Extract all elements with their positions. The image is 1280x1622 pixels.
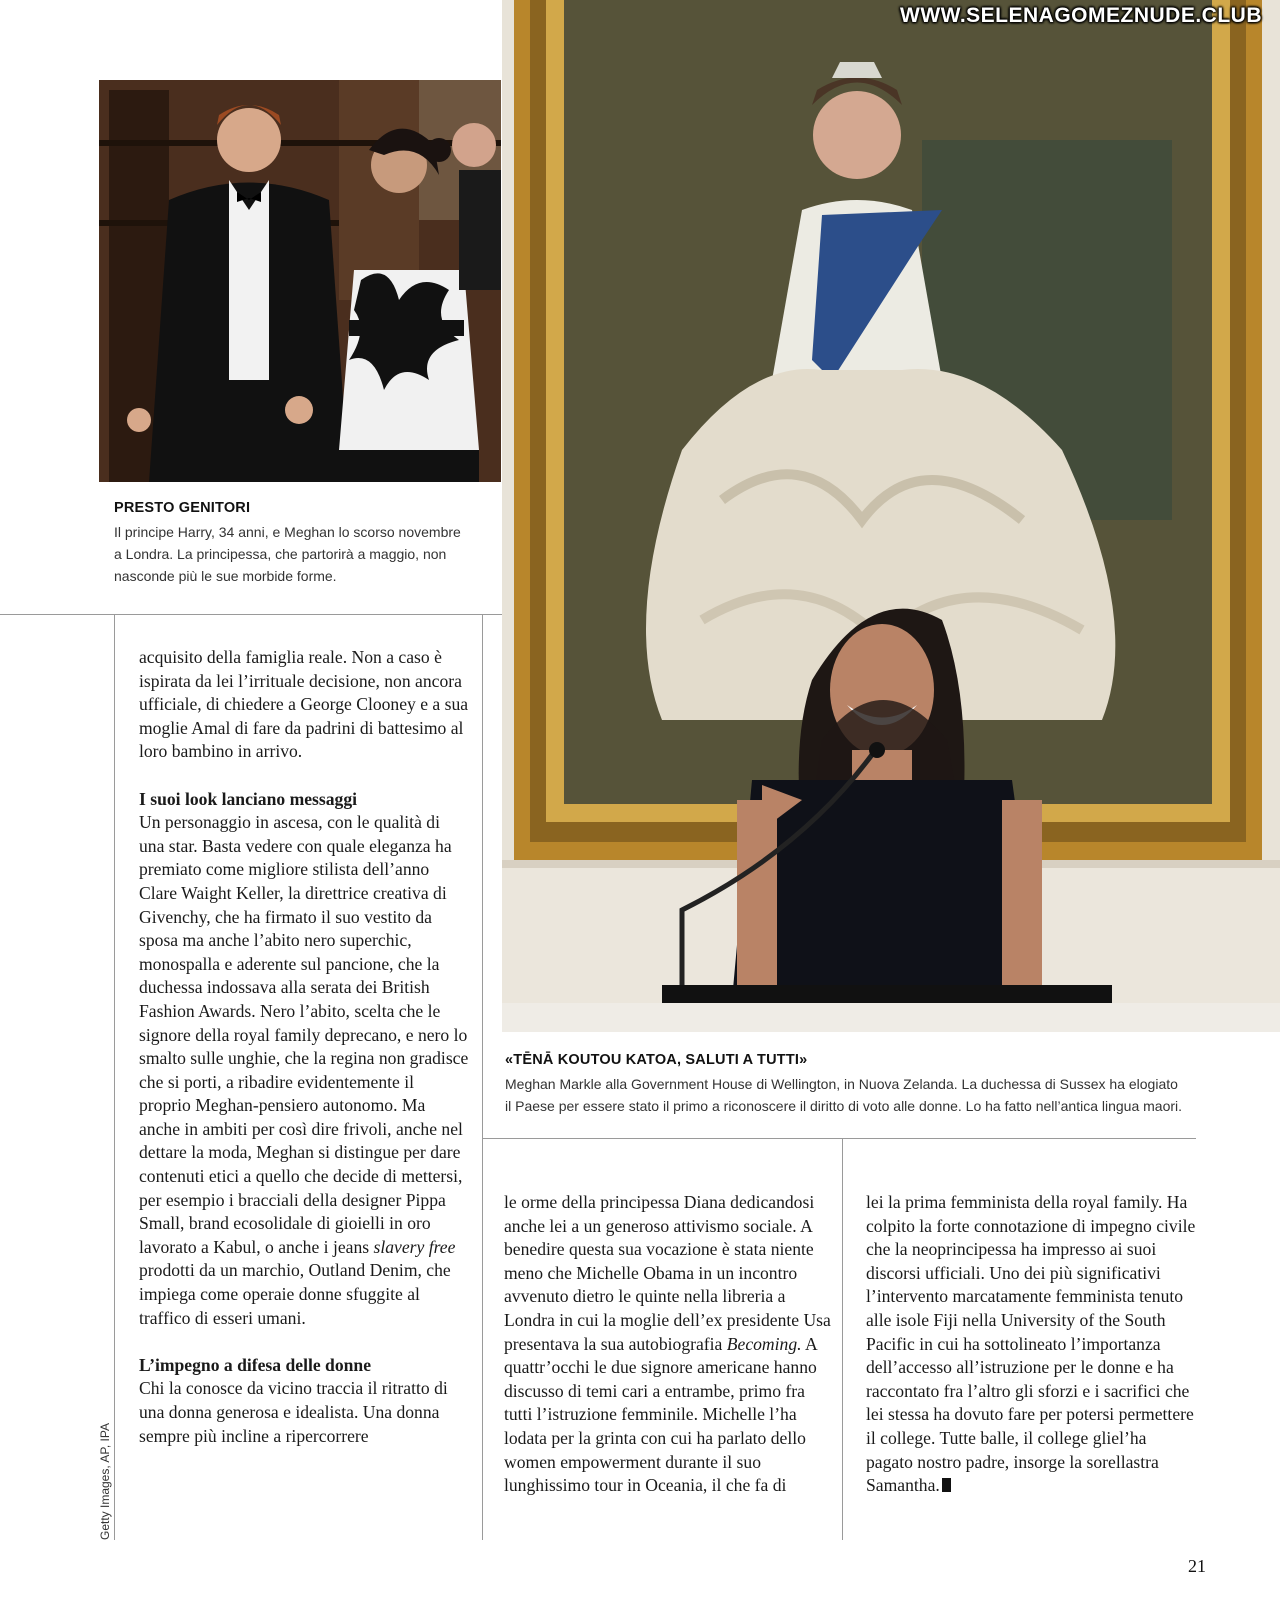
paragraph: Un personaggio in ascesa, con le qualità di una star. Basta vedere con quale eleganza ha premiato come migliore stilista dell’anno Clare Waight Keller, la direttrice creativa di Givenchy, che ha firmato il suo vestito da sposa ma anche l’abito nero superchic, monospalla e aderente sul pancione, che la duchessa indossava alla serata dei British Fashion Awards. Nero l’abito, scelta che le signore della royal family deprecano, e nero lo smalto sulle unghie, che la regina non gradisce che si porti, a ribadire evidentemente il proprio Meghan-pensiero autonomo. Ma anche in ambiti per così dire frivoli, anche nel dettare la moda, Meghan si distingue per dare contenuti etici a quello che decide di mettersi, per esempio i bracciali della designer Pippa Small, brand ecosolidale di gioielli in oro lavorato a Kabul, o anche i jeans slavery free prodotti da un marchio, Outland Denim, che impiega come operaie donne sfuggite al traffico di esseri umani. (139, 812, 469, 1328)
end-of-article-mark (942, 1478, 951, 1492)
paragraph: acquisito della famiglia reale. Non a caso è ispirata da lei l’irrituale decisione, non ancora ufficiale, di chiedere a George Clooney e a sua moglie Amal di fare da padrini di battesimo al loro bambino in arrivo. (139, 647, 469, 762)
section-heading: L’impegno a difesa delle donne (139, 1354, 372, 1375)
paragraph: le orme della principessa Diana dedicandosi anche lei a un generoso attivismo sociale. A benedire questa sua vocazione è stata niente meno che Michelle Obama in un incontro avvenuto dietro le quinte nella libreria a Londra in cui la moglie dell’ex presidente Usa presentava la sua autobiografia Becoming. A quattr’occhi le due signore americane hanno discusso di temi cari a entrambe, primo fra tutti l’istruzione femminile. Michelle l’ha lodata per la grinta con cui ha parlato dello women empowerment durante il suo lunghissimo tour in Oceania, il che fa di (504, 1192, 831, 1496)
photo-harry-meghan-london (99, 80, 501, 482)
caption-line: a Londra. La principessa, che partorirà a maggio, non (114, 546, 447, 562)
caption-line: Meghan Markle alla Government House di Wellington, in Nuova Zelanda. La duchessa di Sussex ha elogiato (505, 1076, 1178, 1092)
caption-text-right (505, 1073, 1225, 1117)
page-number: 21 (1188, 1556, 1206, 1576)
article-column-3 (866, 1191, 1196, 1498)
section-heading: I suoi look lanciano messaggi (139, 788, 358, 809)
divider-top-left (0, 614, 502, 615)
paragraph: Chi la conosce da vicino traccia il ritratto di una donna generosa e idealista. Una donna sempre più incline a ripercorrere (139, 1378, 448, 1446)
photo-credit: Getty Images, AP, IPA (98, 1423, 112, 1540)
caption-line: il Paese per essere stato il primo a riconoscere il diritto di voto alle donne. Lo ha fatto nell’antica lingua maori. (505, 1098, 1183, 1114)
article-column-2 (504, 1191, 834, 1498)
divider-column-1-2 (482, 614, 483, 1540)
divider-left-column (114, 614, 115, 1540)
caption-text-top (114, 521, 494, 587)
site-watermark: WWW.SELENAGOMEZNUDE.CLUB (900, 4, 1262, 27)
divider-under-caption (482, 1138, 1196, 1139)
caption-line: Il principe Harry, 34 anni, e Meghan lo scorso novembre (114, 524, 461, 540)
photo-meghan-wellington (502, 0, 1280, 1032)
caption-title-top: PRESTO GENITORI (114, 500, 251, 516)
divider-column-2-3 (842, 1138, 843, 1540)
paragraph: lei la prima femminista della royal family. Ha colpito la forte connotazione di impegno civile che la neoprincipessa ha impresso ai suoi discorsi ufficiali. Uno dei più significativi l’intervento marcatamente femminista tenuto alle isole Fiji nella University of the South Pacific in cui ha sottolineato l’importanza dell’accesso all’istruzione per le donne e ha raccontato fra l’altro gli sforzi e i sacrifici che lei stessa ha dovuto fare per potersi permettere il college. Tutte balle, il college gliel’ha pagato nostro padre, insorge la sorellastra Samantha. (866, 1192, 1196, 1496)
caption-title-right: «TĒNĀ KOUTOU KATOA, SALUTI A TUTTI» (505, 1052, 808, 1068)
caption-line: nasconde più le sue morbide forme. (114, 568, 337, 584)
article-column-1 (139, 646, 469, 1448)
